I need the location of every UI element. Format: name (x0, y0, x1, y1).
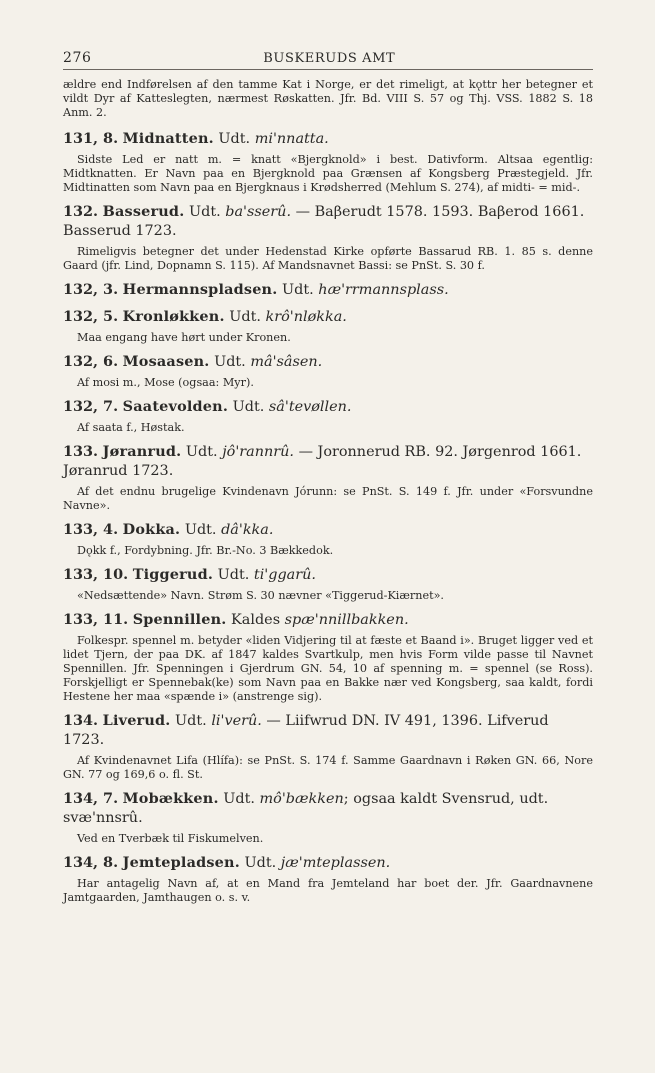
entry-udt: Udt. (244, 855, 277, 871)
entry-name: Midnatten. (122, 130, 214, 147)
place-entry (63, 853, 593, 905)
place-entry (63, 520, 593, 558)
entry-note: Maa engang have hørt under Kronen. (77, 331, 291, 344)
entry-udt: Udt. (184, 522, 217, 538)
entry-note: «Nedsættende» Navn. Strøm S. 30 nævner «Tiggerud-Kiærnet». (77, 589, 444, 602)
intro-paragraph: ældre end Indførelsen af den tamme Kat i Norge, er det rimeligt, at kǫttr her betegner et vildt Dyr af Katteslegten, nærmest Røskatten. Jfr. Bd. VIII S. 57 og Thj. VSS. 1882 S. 18 Anm. 2. (63, 78, 593, 119)
entry-udt: Udt. (282, 282, 314, 298)
entry-name: Dokka. (122, 521, 181, 538)
entry-udt: Udt. (218, 131, 251, 147)
entry-pronunciation: mi'nnatta. (254, 131, 329, 147)
entry-name: Jemtepladsen. (122, 854, 240, 871)
entry-heading (63, 397, 593, 417)
entry-note: Rimeligvis betegner det under Hedenstad Kirke opførte Bassarud RB. 1. 85 s. denne Gaard (jfr. Lind, Dopnamn S. 115). Af Mandsnavnet Bassi: se PnSt. S. 30 f. (63, 245, 593, 272)
entry-historical-forms: — Liifwrud DN. IV 491, 1396. Lifverud 1723. (63, 713, 549, 748)
place-entry (63, 711, 593, 782)
place-entry (63, 565, 593, 603)
entry-pronunciation: spæ'nnillbakken. (284, 612, 409, 628)
entry-historical-forms: — Joronnerud RB. 92. Jørgenrod 1661. Jøranrud 1723. (63, 444, 582, 479)
entry-number: 133, 10. (63, 566, 129, 583)
entry-udt: Udt. (185, 444, 218, 460)
entry-number: 132, 7. (63, 398, 119, 415)
entry-heading (63, 711, 593, 750)
entry-name: Tiggerud. (132, 566, 214, 583)
entry-note: Folkespr. spennel m. betyder «liden Vidjering til at fæste et Baand i». Bruget ligger ved et lidet Tjern, der paa DK. af 1847 kaldes Svartkulp, men hvis Form vilde passe til Navnet Spennillen. Jfr. Spenningen i Gjerdrum GN. 54, 10 af spenning m. = spennel (se Ross). Forskjelligt er Spennebak(ke) som Navn paa en Bakke nær ved Kongsberg, saa kaldt, fordi Hestene her maa «spænde i» (anstrenge sig). (63, 634, 593, 703)
entry-name: Basserud. (102, 203, 185, 220)
place-entry (63, 352, 593, 390)
entry-heading (63, 442, 593, 481)
entry-note: Dǫkk f., Fordybning. Jfr. Br.-No. 3 Bækkedok. (77, 544, 334, 557)
entry-number: 134, 7. (63, 790, 119, 807)
entry-udt: Udt. (188, 204, 221, 220)
entry-number: 132. (63, 203, 99, 220)
entry-pronunciation: sâ'tevøllen. (268, 399, 352, 415)
entry-udt: Udt. (175, 713, 207, 729)
entry-name: Kronløkken. (122, 308, 225, 325)
entry-number: 132, 3. (63, 281, 119, 298)
entry-name: Mosaasen. (122, 353, 210, 370)
entry-pronunciation: mâ'sâsen. (250, 354, 323, 370)
entry-number: 134. (63, 712, 99, 729)
entry-number: 131, 8. (63, 130, 119, 147)
entry-heading (63, 129, 593, 149)
entry-name: Jøranrud. (102, 443, 182, 460)
page-number: 276 (63, 50, 92, 66)
entry-heading (63, 202, 593, 241)
entry-note: Sidste Led er natt m. = knatt «Bjergknold» i best. Dativform. Altsaa egentlig: Midtknatten. Er Navn paa en Bjergknold paa Grænsen af Kongsberg Præstegjeld. Jfr. Midtinatten som Navn paa en Bjergknaus i Krødsherred (Mehlum S. 274), af midti- = mid-. (63, 153, 593, 194)
entry-list (63, 129, 593, 905)
place-entry (63, 129, 593, 195)
running-head (63, 50, 593, 70)
entry-historical-forms: — Baβerudt 1578. 1593. Baβerod 1661. Basserud 1723. (63, 204, 585, 239)
entry-pronunciation: jô'rannrû. (222, 444, 295, 460)
place-entry (63, 397, 593, 435)
entry-number: 133, 4. (63, 521, 119, 538)
entry-pronunciation: dâ'kka. (221, 522, 274, 538)
entry-pronunciation: ti'ggarû. (253, 567, 316, 583)
entry-pronunciation: ba'sserû. (225, 204, 292, 220)
entry-udt: Udt. (223, 791, 255, 807)
entry-historical-forms: ; ogsaa kaldt Svensrud, udt. svæ'nnsrû. (63, 791, 549, 826)
entry-pronunciation: hæ'rrmannsplass. (318, 282, 449, 298)
entry-heading (63, 610, 593, 630)
entry-name: Hermannspladsen. (122, 281, 278, 298)
place-entry (63, 789, 593, 846)
entry-udt: Udt. (232, 399, 265, 415)
entry-number: 132, 5. (63, 308, 119, 325)
place-entry (63, 307, 593, 345)
entry-note: Ved en Tverbæk til Fiskumelven. (77, 832, 264, 845)
entry-heading (63, 520, 593, 540)
entry-note: Af Kvindenavnet Lifa (Hlífa): se PnSt. S. 174 f. Samme Gaardnavn i Røken GN. 66, Nore GN. 77 og 169,6 o. fl. St. (63, 754, 593, 781)
entry-heading (63, 565, 593, 585)
entry-name: Saatevolden. (122, 398, 229, 415)
entry-name: Spennillen. (132, 611, 227, 628)
entry-note: Af saata f., Høstak. (77, 421, 185, 434)
entry-number: 132, 6. (63, 353, 119, 370)
entry-heading (63, 853, 593, 873)
entry-note: Af det endnu brugelige Kvindenavn Jórunn: se PnSt. S. 149 f. Jfr. under «Forsvundne Navne». (63, 485, 593, 512)
entry-heading (63, 280, 593, 300)
place-entry (63, 280, 593, 300)
entry-number: 134, 8. (63, 854, 119, 871)
entry-number: 133, 11. (63, 611, 129, 628)
running-title: BUSKERUDS AMT (263, 51, 396, 66)
place-entry (63, 610, 593, 704)
entry-pronunciation: jæ'mteplassen. (280, 855, 391, 871)
entry-udt: Kaldes (231, 612, 281, 628)
entry-number: 133. (63, 443, 99, 460)
entry-pronunciation: li'verû. (211, 713, 262, 729)
place-entry (63, 202, 593, 273)
entry-heading (63, 352, 593, 372)
entry-note: Har antagelig Navn af, at en Mand fra Jemteland har boet der. Jfr. Gaardnavnene Jamtgaarden, Jamthaugen o. s. v. (63, 877, 593, 904)
entry-pronunciation: krô'nløkka. (265, 309, 347, 325)
entry-udt: Udt. (217, 567, 250, 583)
entry-heading (63, 307, 593, 327)
entry-name: Liverud. (102, 712, 171, 729)
entry-udt: Udt. (214, 354, 246, 370)
place-entry (63, 442, 593, 513)
entry-udt: Udt. (229, 309, 261, 325)
entry-heading (63, 789, 593, 828)
entry-pronunciation: mô'bækken (259, 791, 344, 807)
entry-note: Af mosi m., Mose (ogsaa: Myr). (77, 376, 254, 389)
entry-name: Mobækken. (122, 790, 219, 807)
